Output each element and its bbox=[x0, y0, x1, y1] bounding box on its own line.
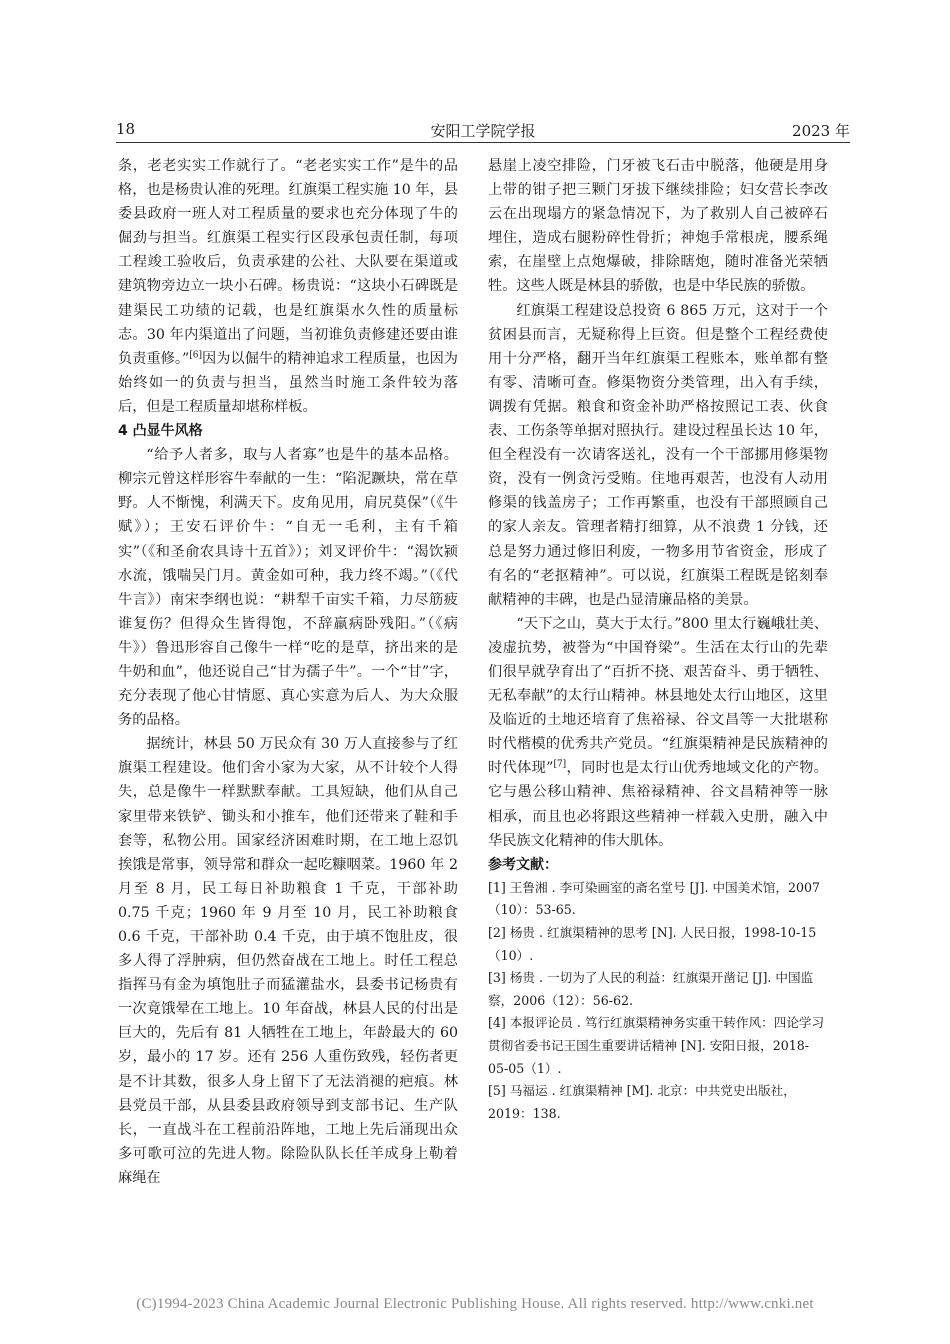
paragraph-text: 因为以倔牛的精神追求工程质量，也因为始终如一的负责与担当，虽然当时施工条件较为落后，但是工程质量却堪称样板。 bbox=[118, 350, 458, 415]
left-column bbox=[118, 154, 458, 1190]
citation: [6] bbox=[189, 350, 203, 361]
reference-item: [5] 马福运 . 红旗渠精神 [M]. 北京：中共党史出版社，2019：138. bbox=[488, 1083, 796, 1121]
paragraph: 据统计，林县 50 万民众有 30 万人直接参与了红旗渠工程建设。他们舍小家为大家，从不计较个人得失，总是像牛一样默默奉献。工具短缺，他们从自己家里带来铁铲、锄头和小推车，他们还带来了鞋和手套等，私物公用。国家经济困难时期，在工地上忍饥挨饿是常事，领导常和群众一起吃糠咽菜。1960 年 2 月至 8 月，民工每日补助粮食 1 千克，干部补助 0.75 千克；1960 年 9 月至 10 月，民工补助粮食 0.6 千克，干部补助 0.4 千克，由于填不饱肚皮，很多人得了浮肿病，但仍然奋战在工地上。时任工程总指挥马有金为填饱肚子而猛灌盐水，县委书记杨贵有一次竟饿晕在工地上。10 年奋战，林县人民的付出是巨大的，先后有 81 人牺牲在工地上，年龄最大的 60 岁，最小的 17 岁。还有 256 人重伤致残，轻伤者更是不计其数，很多人身上留下了无法消褪的疤痕。林县党员干部，从县委县政府领导到支部书记、生产队长，一直战斗在工程前沿阵地，工地上先后涌现出众多可歌可泣的先进人物。除险队队长任羊成身上勒着麻绳在 bbox=[118, 736, 458, 1186]
running-header bbox=[116, 118, 850, 143]
reference-item: [2] 杨贵 . 红旗渠精神的思考 [N]. 人民日报，1998-10-15（10）. bbox=[488, 925, 817, 963]
paragraph bbox=[118, 154, 458, 419]
paragraph: “给予人者多，取与人者寡”也是牛的基本品格。柳宗元曾这样形容牛奉献的一生：“陷泥蹶块，常在草野。人不惭愧，利满天下。皮角见用，肩尻莫保”（《牛赋》）；王安石评价牛：“自无一毛利，主有千箱实”（《和圣俞农具诗十五首》）；刘叉评价牛：“渴饮颍水流，饿喘吴门月。黄金如可种，我力终不竭。”（《代牛言》）南宋李纲也说：“耕犁千亩实千箱，力尽筋疲谁复伤？但得众生皆得饱，不辞羸病卧残阳。”（《病牛》）鲁迅形容自己像牛一样“吃的是草，挤出来的是牛奶和血”，他还说自己“甘为孺子牛”。一个“甘”字，充分表现了他心甘情愿、真心实意为后人、为大众服务的品格。 bbox=[118, 447, 458, 729]
journal-title: 安阳工学院学报 bbox=[430, 122, 536, 140]
citation: [7] bbox=[553, 759, 567, 770]
paragraph: 悬崖上凌空排险，门牙被飞石击中脱落，他硬是用身上带的钳子把三颗门牙拔下继续排险；妇女营长李改云在出现塌方的紧急情况下，为了救别人自己被碎石埋住，造成右腿粉碎性骨折；神炮手常根虎，腰系绳索，在崖壁上点炮爆破，排除瞎炮，随时准备光荣牺牲。这些人既是林县的骄傲，也是中华民族的骄傲。 bbox=[488, 158, 828, 295]
reference-item: [3] 杨贵 . 一切为了人民的利益：红旗渠开凿记 [J]. 中国监察，2006（12）：56-62. bbox=[488, 970, 814, 1008]
issue-year: 2023 年 bbox=[792, 122, 850, 140]
copyright-footer: (C)1994-2023 China Academic Journal Electronic Publishing House. All rights reserved. http://www.cnki.net bbox=[136, 1296, 814, 1312]
section-heading: 4 凸显牛风格 bbox=[118, 423, 203, 440]
reference-item: [1] 王鲁湘 . 李可染画室的斋名堂号 [J]. 中国美术馆，2007（10）：53-65. bbox=[488, 879, 821, 918]
references-heading: 参考文献： bbox=[488, 856, 558, 873]
right-column bbox=[488, 154, 828, 1125]
paragraph: 红旗渠工程建设总投资 6 865 万元，这对于一个贫困县而言，无疑称得上巨资。但是整个工程经费使用十分严格，翻开当年红旗渠工程账本，账单都有整有零、清晰可查。修渠物资分类管理，出入有手续，调拨有凭据。粮食和资金补助严格按照记工表、伙食表、工伤条等单据对照执行。建设过程虽长达 10 年，但全程没有一次请客送礼，没有一个干部挪用修渠物资，没有一例贪污受贿。住地再艰苦，也没有人动用修渠的钱盖房子；工作再繁重，也没有干部照顾自己的家人亲友。管理者精打细算，从不浪费 1 分钱，还总是努力通过修旧利废，一物多用节省资金，形成了有名的“老抠精神”。可以说，红旗渠工程既是铭刻奉献精神的丰碑，也是凸显清廉品格的美景。 bbox=[488, 302, 828, 608]
reference-item: [4] 本报评论员 . 笃行红旗渠精神务实重干转作风：四论学习贯彻省委书记王国生重要讲话精神 [N]. 安阳日报，2018-05-05（1）. bbox=[488, 1015, 825, 1076]
paragraph-text: ，同时也是太行山优秀地域文化的产物。它与愚公移山精神、焦裕禄精神、谷文昌精神等一脉相承，而且也必将跟这些精神一样载入史册，融入中华民族文化精神的伟大肌体。 bbox=[488, 760, 828, 849]
paragraph bbox=[488, 612, 828, 853]
paragraph-text: “天下之山，莫大于太行。”800 里太行巍峨壮美、凌虚抗势，被誉为“中国脊梁”。生活在太行山的先辈们很早就孕育出了“百折不挠、艰苦奋斗、勇于牺牲、无私奉献”的太行山精神。林县地处太行山地区，这里及临近的土地还培育了焦裕禄、谷文昌等一大批堪称时代楷模的优秀共产党员。“红旗渠精神是民族精神的时代体现” bbox=[488, 615, 828, 777]
page-number: 18 bbox=[116, 120, 136, 138]
paragraph-text: 条，老老实实工作就行了。“老老实实工作”是牛的品格，也是杨贵认准的死理。红旗渠工程实施 10 年，县委县政府一班人对工程质量的要求也充分体现了牛的倔劲与担当。红旗渠工程实行区段承包责任制，每项工程竣工验收后，负责承建的公社、大队要在渠道或建筑物旁边立一块小石碑。杨贵说：“这块小石碑既是建渠民工功绩的记载，也是红旗渠水久性的质量标志。30 年内渠道出了问题，当初谁负责修建还要由谁负责重修。” bbox=[118, 158, 458, 367]
